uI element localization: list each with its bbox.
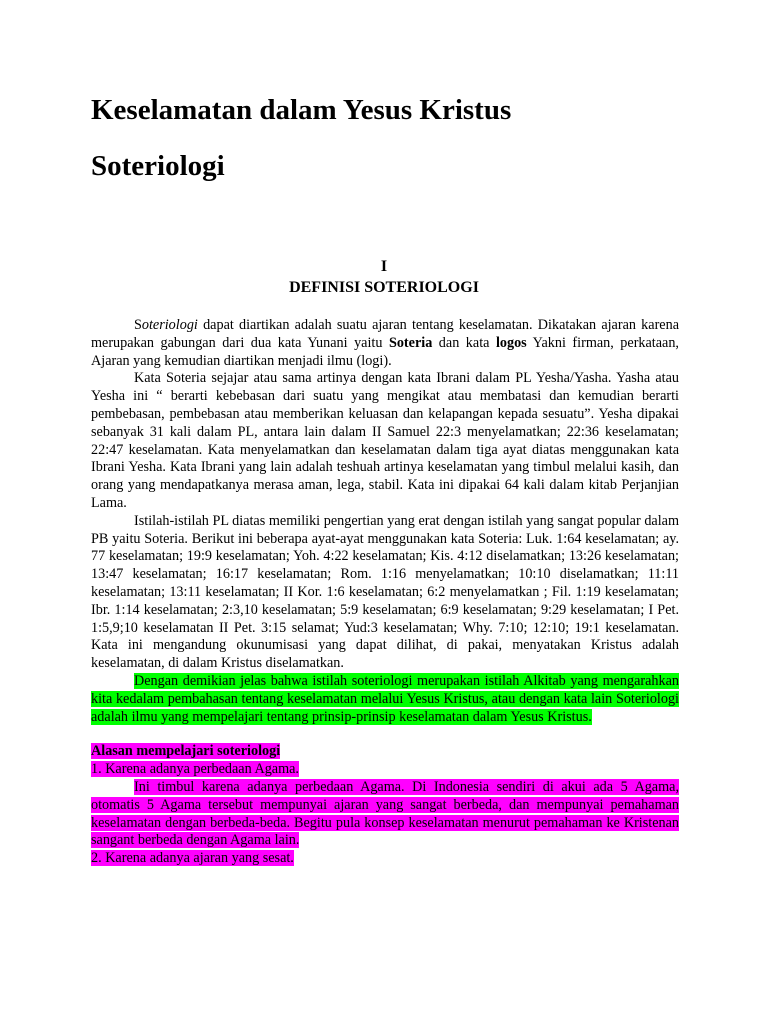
highlighted-conclusion: Dengan demikian jelas bahwa istilah soteriologi merupakan istilah Alkitab yang mengarahkan kita kedalam pembahasan tentang keselamatan melalui Yesus Kristus, atau dengan kata lain Soteriologi adalah ilmu yang mempelajari tentang prinsip-prinsip keselamatan dalam Yesus Kristus. <box>91 672 679 725</box>
term-initial: S <box>134 317 142 333</box>
document-body <box>91 317 679 868</box>
paragraph-soteria-verses: Istilah-istilah PL diatas memiliki pengertian yang erat dengan istilah yang sangat popular dalam PB yaitu Soteria. Berikut ini beberapa ayat-ayat menggunakan kata Soteria: Luk. 1:64 keselamatan; ay. 77 keselamatan; 19:9 keselamatan; Yoh. 4:22 keselamatan; Kis. 4:12 diselamatkan; 13:26 keselamatan; 13:47 keselamatan; 16:17 keselamatan; Rom. 1:16 menyelamatkan; 10:10 diselamatkan; 11:11 keselamatan; 13:11 keselamatan; II Kor. 1:6 keselamatan; 6:2 menyelamatkan ; Fil. 1:19 keselamatan; Ibr. 1:14 keselamatan; 2:3,10 keselamatan; 5:9 keselamatan; 6:9 keselamatan; 9:29 keselamatan; I Pet. 1:5,9;10 keselamatan II Pet. 3:15 selamat; Yud:3 keselamatan; Why. 7:10; 12:10; 19:1 keselamatan. Kata ini mengandung okunumisasi yang dapat dilihat, di pakai, menyatakan Kristus adalah keselamatan, di dalam Kristus diselamatkan. <box>91 512 679 672</box>
spacer <box>91 726 679 743</box>
paragraph-definition: Soteriologi dapat diartikan adalah suatu ajaran tentang keselamatan. Dikatakan ajaran karena merupakan gabungan dari dua kata Yunani yaitu Soteria dan kata logos Yakni firman, perkataan, Ajaran yang kemudian diartikan menjadi ilmu (logi). <box>91 317 679 369</box>
reasons-heading: Alasan mempelajari soteriologi <box>91 743 281 760</box>
term-logos: logos <box>495 334 527 351</box>
reasons-heading-line <box>91 743 679 761</box>
term-soteria: Soteria <box>388 334 433 351</box>
reason-1-paragraph <box>91 779 679 850</box>
document-title: Keselamatan dalam Yesus Kristus <box>91 94 512 126</box>
term-soteriologi: oteriologi <box>141 317 198 333</box>
paragraph-conclusion <box>91 673 679 726</box>
reason-1-title-line <box>91 761 679 779</box>
chapter-number: I <box>380 258 388 275</box>
reason-1-title: 1. Karena adanya perbedaan Agama. <box>91 761 299 778</box>
reason-1-text: Ini timbul karena adanya perbedaan Agama. Di Indonesia sendiri di akui ada 5 Agama, otomatis 5 Agama tersebut mempunyai ajaran yang sangat berbeda, dan mempunyai pemahaman keselamatan dengan berbeda-beda. Begitu pula konsep keselamatan menurut pemahaman ke Kristenan sangant berbeda dengan Agama lain. <box>91 778 679 849</box>
reason-2-title: 2. Karena adanya ajaran yang sesat. <box>91 850 294 867</box>
chapter-heading: DEFINISI SOTERIOLOGI <box>289 279 479 296</box>
reason-2-title-line <box>91 850 679 868</box>
document-subtitle: Soteriologi <box>91 150 225 182</box>
paragraph-yesha: Kata Soteria sejajar atau sama artinya dengan kata Ibrani dalam PL Yesha/Yasha. Yasha atau Yesha ini “ berarti kebebasan dari suatu yang mengikat atau membatasi dan kemudian berarti pembebasan, pembebasan atau memberikan keluasan dan kelapangan kepada sesuatu”. Yesha dipakai sebanyak 31 kali dalam PL, antara lain dalam II Samuel 22:3 menyelamatkan; 22:36 keselamatan; 22:47 keselamatan. Kata menyelamatkan dan keselamatan dalam tiga ayat diatas menggunakan kata Ibrani Yesha. Kata Ibrani yang lain adalah teshuah artinya keselamatan yang timbul melalui kasih, dan orang yang mendapatkanya merasa aman, lega, stabil. Kata ini dipakai 64 kali dalam kitab Perjanjian Lama. <box>91 370 679 511</box>
